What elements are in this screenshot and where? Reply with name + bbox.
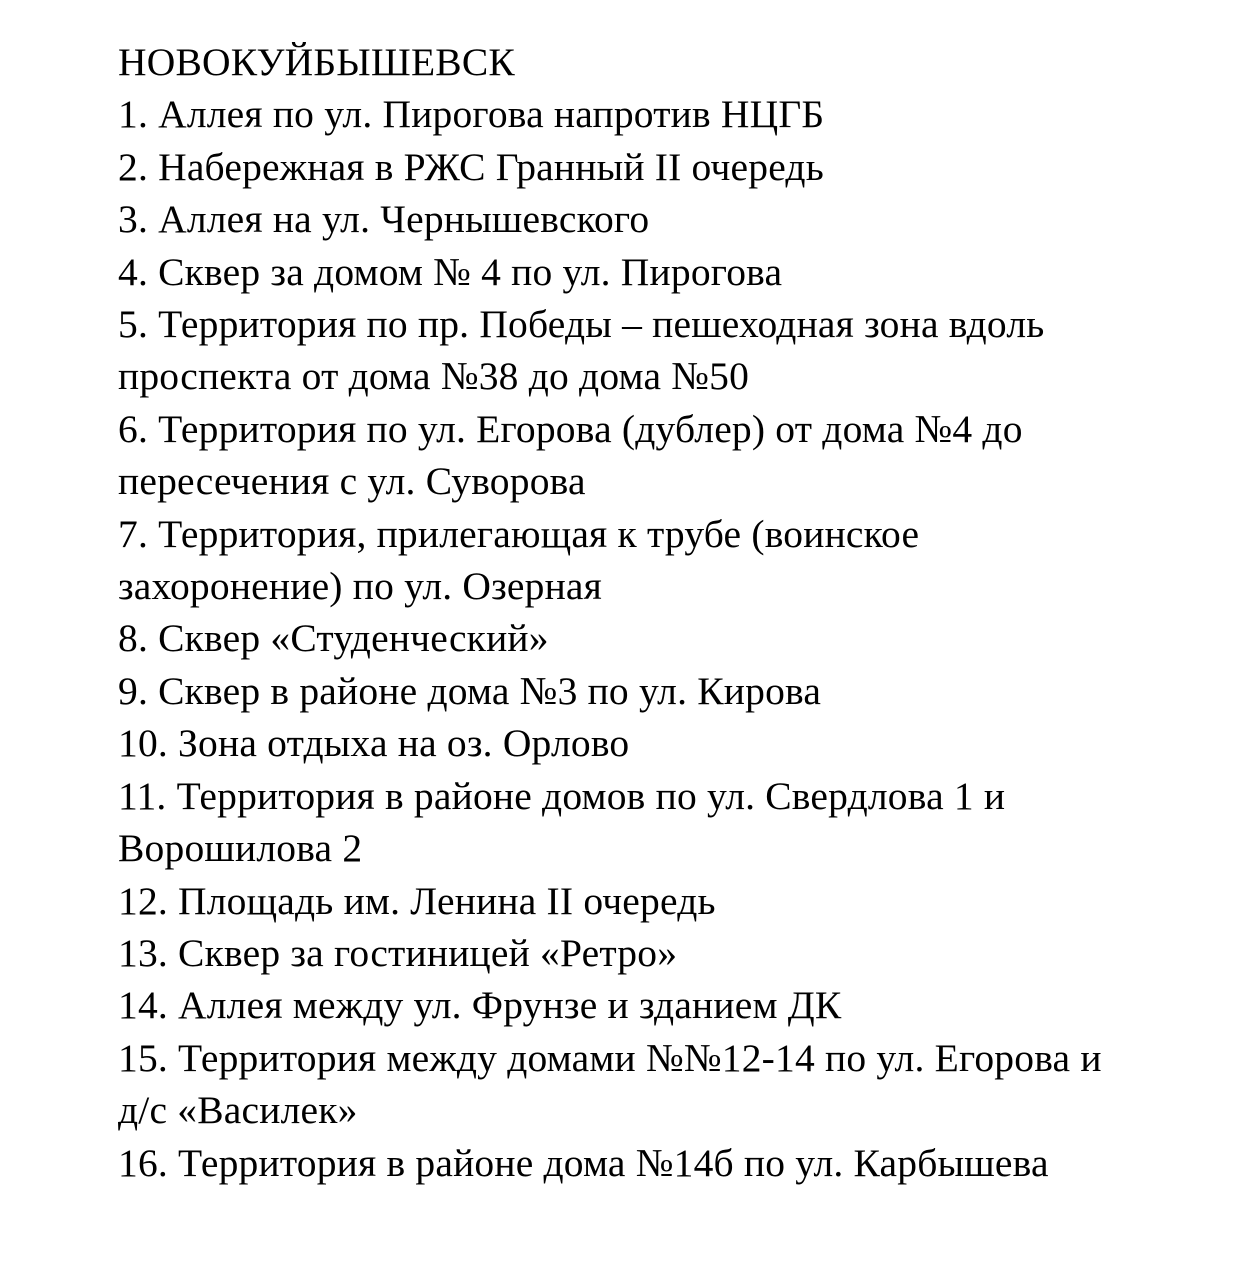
list-item: 11. Территория в районе домов по ул. Свердлова 1 и Ворошилова 2	[118, 773, 1006, 871]
list-item: 10. Зона отдыха на оз. Орлово	[118, 721, 630, 766]
list-item: 3. Аллея на ул. Чернышевского	[118, 197, 650, 242]
list-item: 5. Территория по пр. Победы – пешеходная зона вдоль проспекта от дома №38 до дома №50	[118, 302, 1045, 399]
list-item: 12. Площадь им. Ленина II очередь	[118, 878, 716, 923]
list-item: 6. Территория по ул. Егорова (дублер) от дома №4 до пересечения с ул. Суворова	[118, 406, 1023, 504]
list-item: 16. Территория в районе дома №14б по ул. Карбышева	[118, 1140, 1049, 1185]
list-item: 2. Набережная в РЖС Гранный II очередь	[118, 144, 824, 189]
list-item: 14. Аллея между ул. Фрунзе и зданием ДК	[118, 983, 842, 1028]
territory-list	[118, 88, 1128, 1189]
list-item: 9. Сквер в районе дома №3 по ул. Кирова	[118, 668, 822, 713]
list-item: 7. Территория, прилегающая к трубе (воинское захоронение) по ул. Озерная	[118, 511, 920, 609]
list-item: 4. Сквер за домом № 4 по ул. Пирогова	[118, 249, 783, 294]
list-item: 13. Сквер за гостиницей «Ретро»	[118, 930, 678, 975]
list-item: 8. Сквер «Студенческий»	[118, 616, 549, 661]
document-body	[118, 36, 1128, 1189]
list-item: 15. Территория между домами №№12-14 по ул. Егорова и д/с «Василек»	[118, 1035, 1102, 1133]
list-item: 1. Аллея по ул. Пирогова напротив НЦГБ	[118, 92, 825, 137]
city-title: НОВОКУЙБЫШЕВСК	[118, 40, 515, 84]
